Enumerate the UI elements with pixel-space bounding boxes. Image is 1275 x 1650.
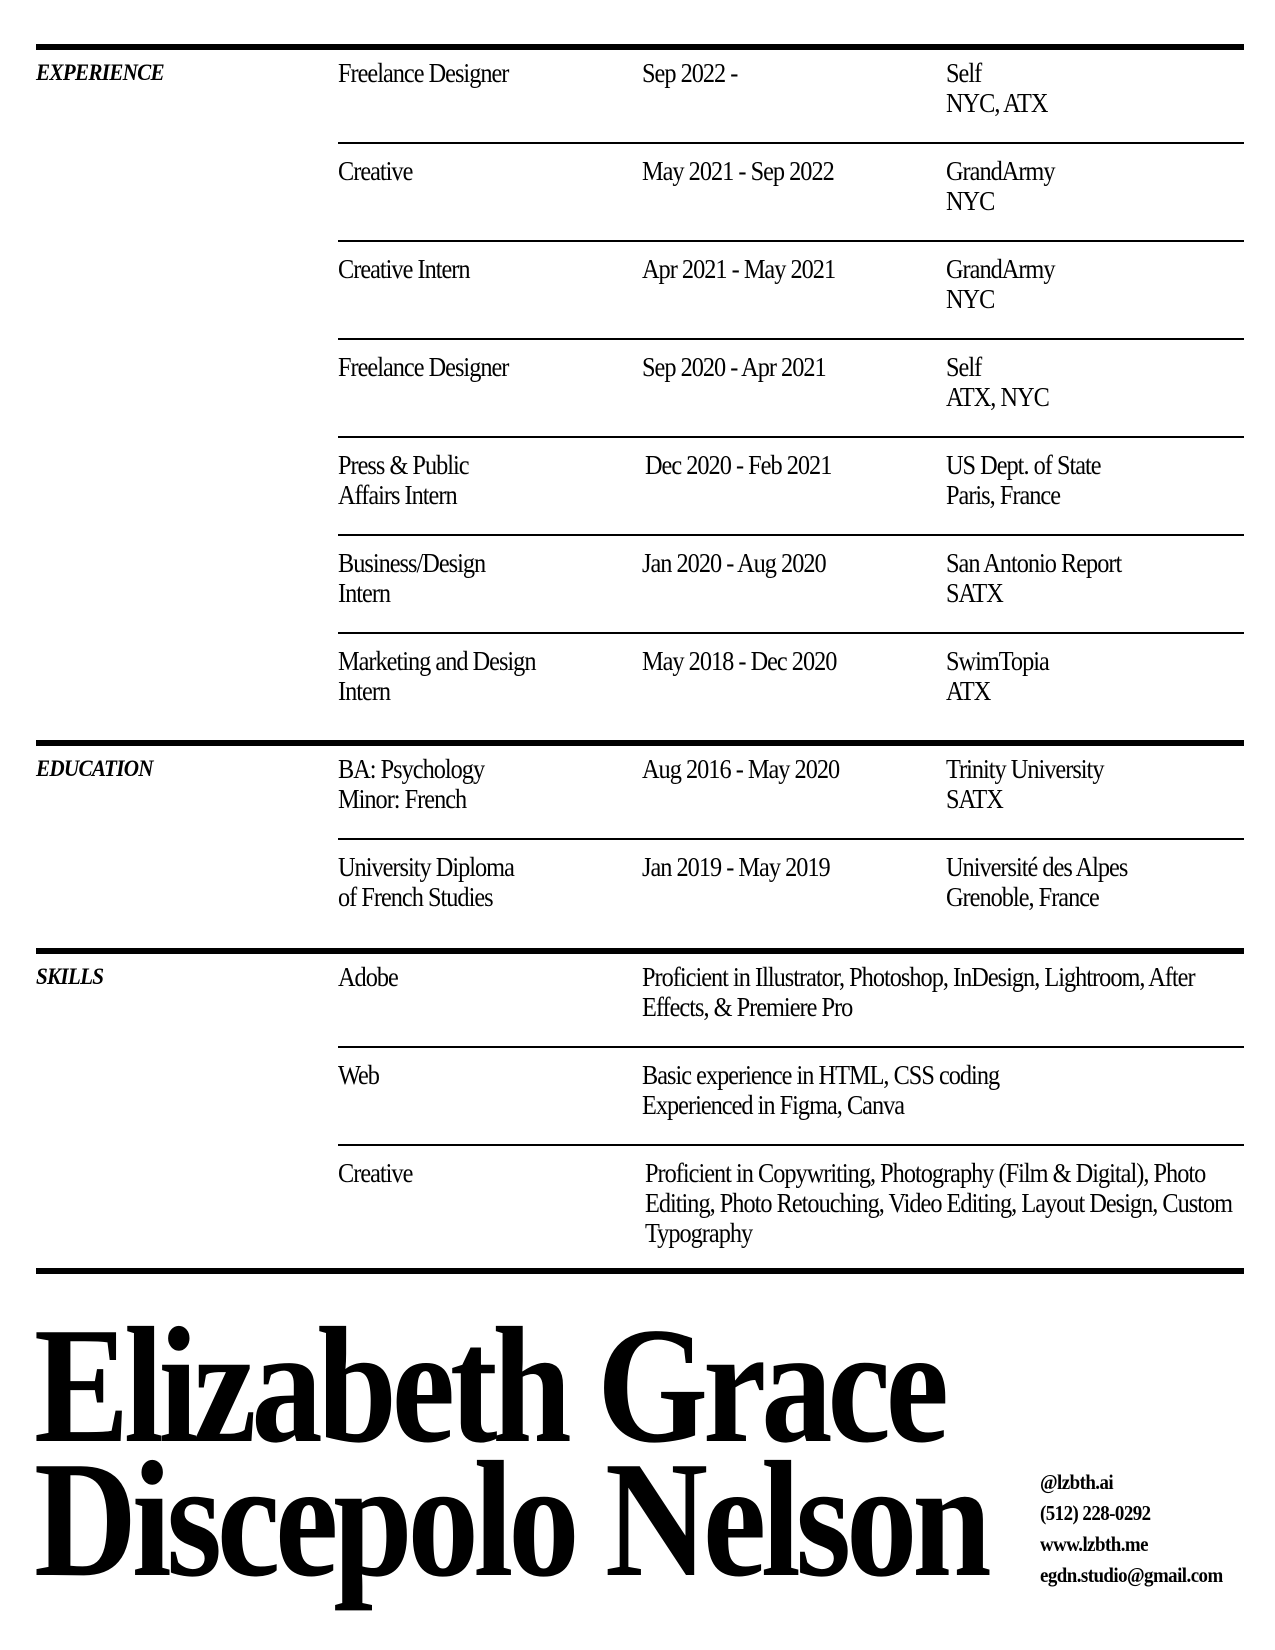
skill-detail: Proficient in Illustrator, Photoshop, InDesign, Lightroom, After Effects, & Premiere Pro: [642, 962, 1195, 1022]
row-divider: [338, 534, 1244, 536]
experience-row: [338, 632, 1244, 732]
social-handle[interactable]: @lzbth.ai: [1040, 1470, 1114, 1494]
skills-section: [36, 948, 1244, 1268]
degree: University Diploma of French Studies: [338, 852, 514, 912]
education-heading: EDUCATION: [36, 756, 153, 781]
organization: GrandArmy NYC: [946, 156, 1055, 216]
dates: Apr 2021 - May 2021: [642, 254, 836, 284]
experience-row: [338, 142, 1244, 242]
website-link[interactable]: www.lzbth.me: [1040, 1532, 1148, 1556]
dates: May 2018 - Dec 2020: [642, 646, 837, 676]
skill-area: Adobe: [338, 962, 398, 992]
row-divider: [338, 436, 1244, 438]
experience-row: [338, 534, 1244, 634]
role: Freelance Designer: [338, 352, 509, 382]
full-name: [34, 1293, 987, 1611]
organization: US Dept. of State Paris, France: [946, 450, 1101, 510]
dates: Sep 2020 - Apr 2021: [642, 352, 826, 382]
email-link[interactable]: egdn.studio@gmail.com: [1040, 1563, 1223, 1587]
contact-info: [1040, 1467, 1223, 1591]
role: Marketing and Design Intern: [338, 646, 536, 706]
dates: Aug 2016 - May 2020: [642, 754, 840, 784]
education-section: [36, 740, 1244, 940]
name-line-2: Discepolo Nelson: [34, 1427, 987, 1611]
experience-row: [338, 240, 1244, 340]
organization: SwimTopia ATX: [946, 646, 1049, 706]
organization: San Antonio Report SATX: [946, 548, 1122, 608]
experience-heading: EXPERIENCE: [36, 60, 164, 85]
skill-area: Web: [338, 1060, 379, 1090]
organization: Self NYC, ATX: [946, 58, 1048, 118]
row-divider: [338, 1144, 1244, 1146]
dates: Dec 2020 - Feb 2021: [645, 450, 832, 480]
role: Creative Intern: [338, 254, 470, 284]
dates: May 2021 - Sep 2022: [642, 156, 834, 186]
row-divider: [338, 240, 1244, 242]
role: Press & Public Affairs Intern: [338, 450, 469, 510]
name-divider: [36, 1268, 1244, 1274]
experience-section: [36, 44, 1244, 714]
experience-row: [338, 44, 1244, 144]
skills-heading: SKILLS: [36, 964, 104, 989]
skills-row: [338, 1046, 1244, 1146]
row-divider: [338, 142, 1244, 144]
education-row: [338, 740, 1244, 840]
role: Business/Design Intern: [338, 548, 486, 608]
dates: Sep 2022 -: [642, 58, 738, 88]
organization: Self ATX, NYC: [946, 352, 1049, 412]
row-divider: [338, 338, 1244, 340]
skill-detail: Basic experience in HTML, CSS coding Experienced in Figma, Canva: [642, 1060, 1000, 1120]
row-divider: [338, 838, 1244, 840]
name-line-1: Elizabeth Grace: [34, 1293, 944, 1477]
education-row: [338, 838, 1244, 938]
dates: Jan 2019 - May 2019: [642, 852, 830, 882]
role: Creative: [338, 156, 413, 186]
row-divider: [338, 1046, 1244, 1048]
experience-row: [338, 436, 1244, 536]
skills-row: [338, 948, 1244, 1048]
phone-number[interactable]: (512) 228-0292: [1040, 1501, 1151, 1525]
experience-row: [338, 338, 1244, 438]
organization: GrandArmy NYC: [946, 254, 1055, 314]
degree: BA: Psychology Minor: French: [338, 754, 485, 814]
skills-row: [338, 1144, 1244, 1248]
institution: Trinity University SATX: [946, 754, 1104, 814]
row-divider: [338, 632, 1244, 634]
skill-detail: Proficient in Copywriting, Photography (Film & Digital), Photo Editing, Photo Retouching, Video Editing, Layout Design, Custom Typography: [645, 1158, 1233, 1248]
institution: Université des Alpes Grenoble, France: [946, 852, 1128, 912]
dates: Jan 2020 - Aug 2020: [642, 548, 826, 578]
skill-area: Creative: [338, 1158, 413, 1188]
role: Freelance Designer: [338, 58, 509, 88]
